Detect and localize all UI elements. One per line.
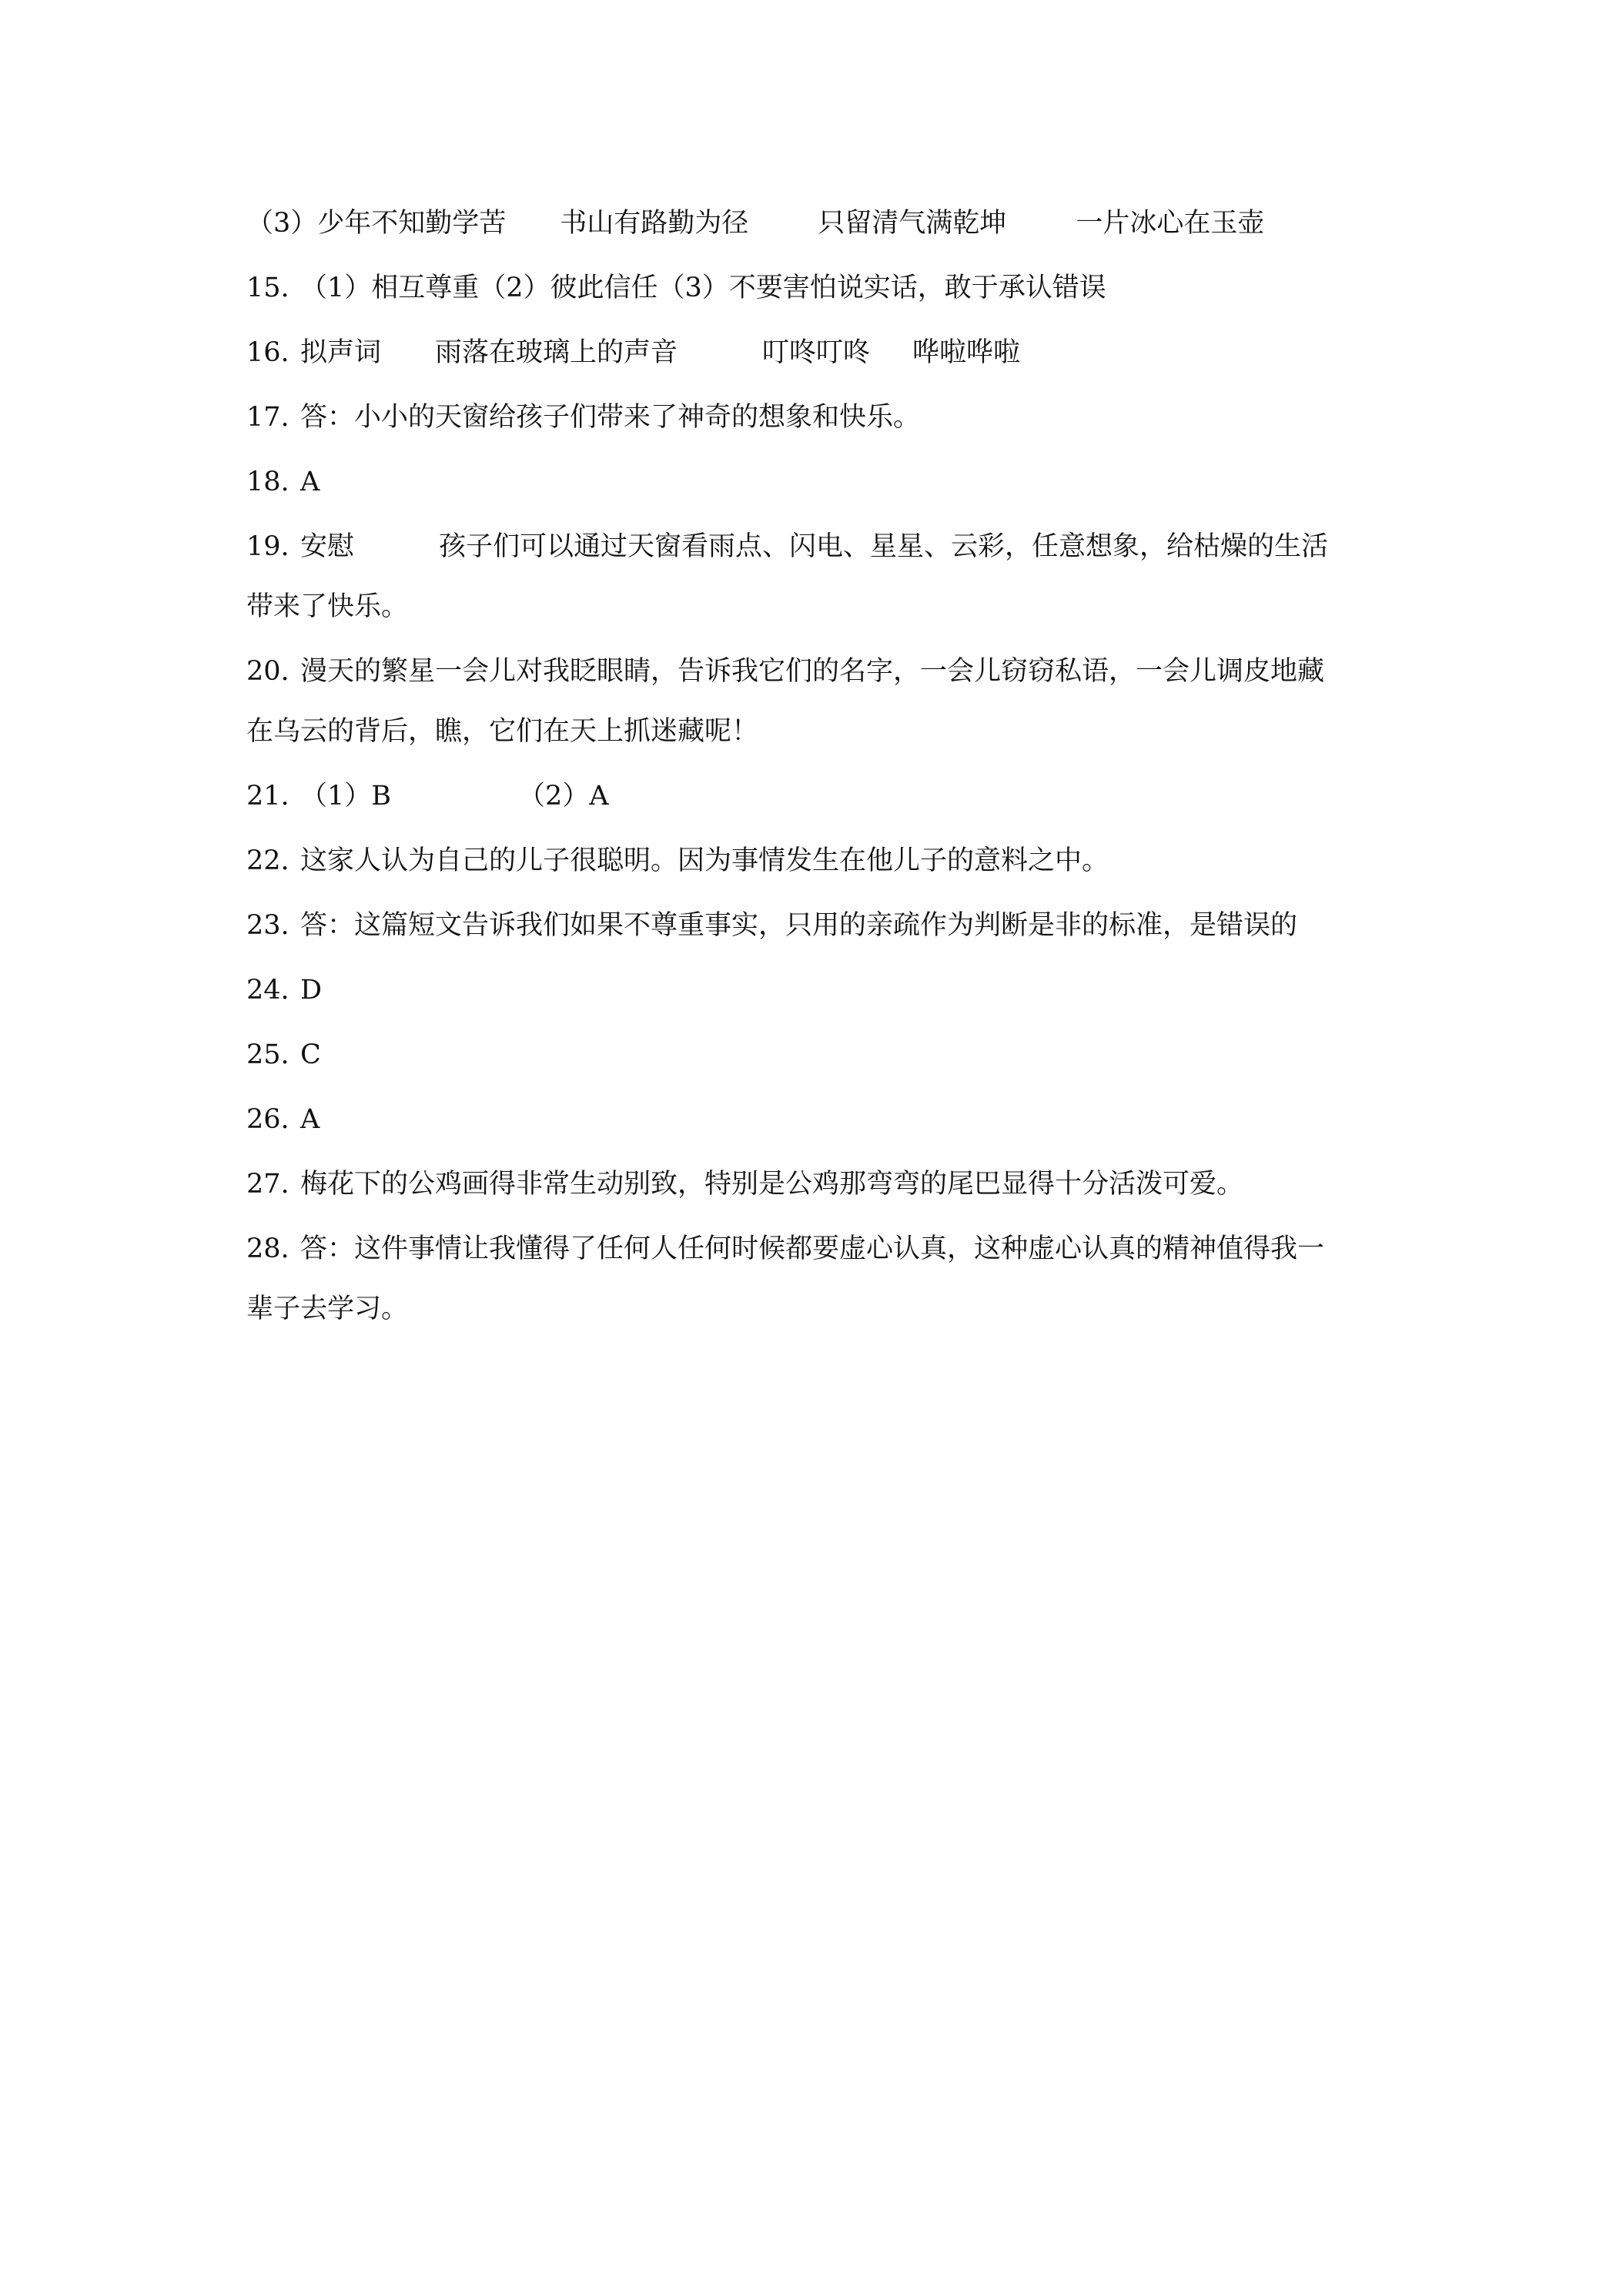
answer-line-21 <box>246 781 1401 812</box>
question-number: 27. <box>246 1169 289 1200</box>
question-number: 17. <box>246 402 289 433</box>
answer-line-17 <box>246 402 1401 433</box>
answer-line-25 <box>246 1039 1401 1070</box>
answer-line-22 <box>246 845 1401 876</box>
answer-line-24 <box>246 975 1401 1006</box>
answer-key-page <box>246 208 1401 1358</box>
question-number: 20. <box>246 656 289 687</box>
answer-part: 拟声词 <box>300 337 382 368</box>
answer-part: （2）A <box>518 781 609 812</box>
answer-line-3 <box>246 208 1401 239</box>
answer-line-23 <box>246 910 1401 941</box>
answer-part: （3）少年不知勤学苦 <box>246 208 507 239</box>
answer-text: D <box>300 975 323 1006</box>
answer-part: 雨落在玻璃上的声音 <box>435 337 678 368</box>
answer-line-28-continued <box>246 1294 1401 1324</box>
question-number: 25. <box>246 1039 289 1070</box>
answer-text: 带来了快乐。 <box>246 591 409 622</box>
answer-part: 一片冰心在玉壶 <box>1076 208 1265 239</box>
answer-text: 答：这件事情让我懂得了任何人任何时候都要虚心认真，这种虚心认真的精神值得我一 <box>300 1233 1325 1264</box>
answer-line-15 <box>246 273 1401 303</box>
answer-text: A <box>300 1104 320 1135</box>
answer-part: （1）B <box>300 781 391 812</box>
answer-line-27 <box>246 1169 1401 1200</box>
question-number: 28. <box>246 1233 289 1264</box>
question-number: 19. <box>246 531 289 562</box>
answer-line-18 <box>246 467 1401 497</box>
question-number: 24. <box>246 975 289 1006</box>
question-number: 26. <box>246 1104 289 1135</box>
answer-line-19 <box>246 531 1401 562</box>
answer-text: 辈子去学习。 <box>246 1294 409 1324</box>
answer-line-20-continued <box>246 716 1401 747</box>
answer-text: C <box>300 1039 321 1070</box>
question-number: 15. <box>246 273 289 303</box>
answer-line-28 <box>246 1233 1401 1264</box>
answer-text: 答：这篇短文告诉我们如果不尊重事实，只用的亲疏作为判断是非的标准，是错误的 <box>300 910 1298 941</box>
answer-part: 哗啦哗啦 <box>912 337 1021 368</box>
question-number: 23. <box>246 910 289 941</box>
answer-line-16 <box>246 337 1401 368</box>
answer-part: 书山有路勤为径 <box>560 208 749 239</box>
answer-part: 安慰 <box>300 531 355 562</box>
answer-text: 梅花下的公鸡画得非常生动别致，特别是公鸡那弯弯的尾巴显得十分活泼可爱。 <box>300 1169 1244 1200</box>
question-number: 18. <box>246 467 289 497</box>
answer-text: 答：小小的天窗给孩子们带来了神奇的想象和快乐。 <box>300 402 921 433</box>
question-number: 21. <box>246 781 289 812</box>
answer-line-26 <box>246 1104 1401 1135</box>
answer-text: 在乌云的背后，瞧，它们在天上抓迷藏呢！ <box>246 716 759 747</box>
answer-text: 漫天的繁星一会儿对我眨眼睛，告诉我它们的名字，一会儿窃窃私语，一会儿调皮地藏 <box>300 656 1325 687</box>
answer-part: 只留清气满乾坤 <box>818 208 1007 239</box>
answer-text: 这家人认为自己的儿子很聪明。因为事情发生在他儿子的意料之中。 <box>300 845 1109 876</box>
question-number: 22. <box>246 845 289 876</box>
answer-part: 孩子们可以通过天窗看雨点、闪电、星星、云彩，任意想象，给枯燥的生活 <box>439 531 1329 562</box>
answer-text: （1）相互尊重（2）彼此信任（3）不要害怕说实话，敢于承认错误 <box>300 273 1106 303</box>
answer-line-20 <box>246 656 1401 687</box>
question-number: 16. <box>246 337 289 368</box>
answer-line-19-continued <box>246 591 1401 622</box>
answer-part: 叮咚叮咚 <box>762 337 871 368</box>
answer-text: A <box>300 467 320 497</box>
